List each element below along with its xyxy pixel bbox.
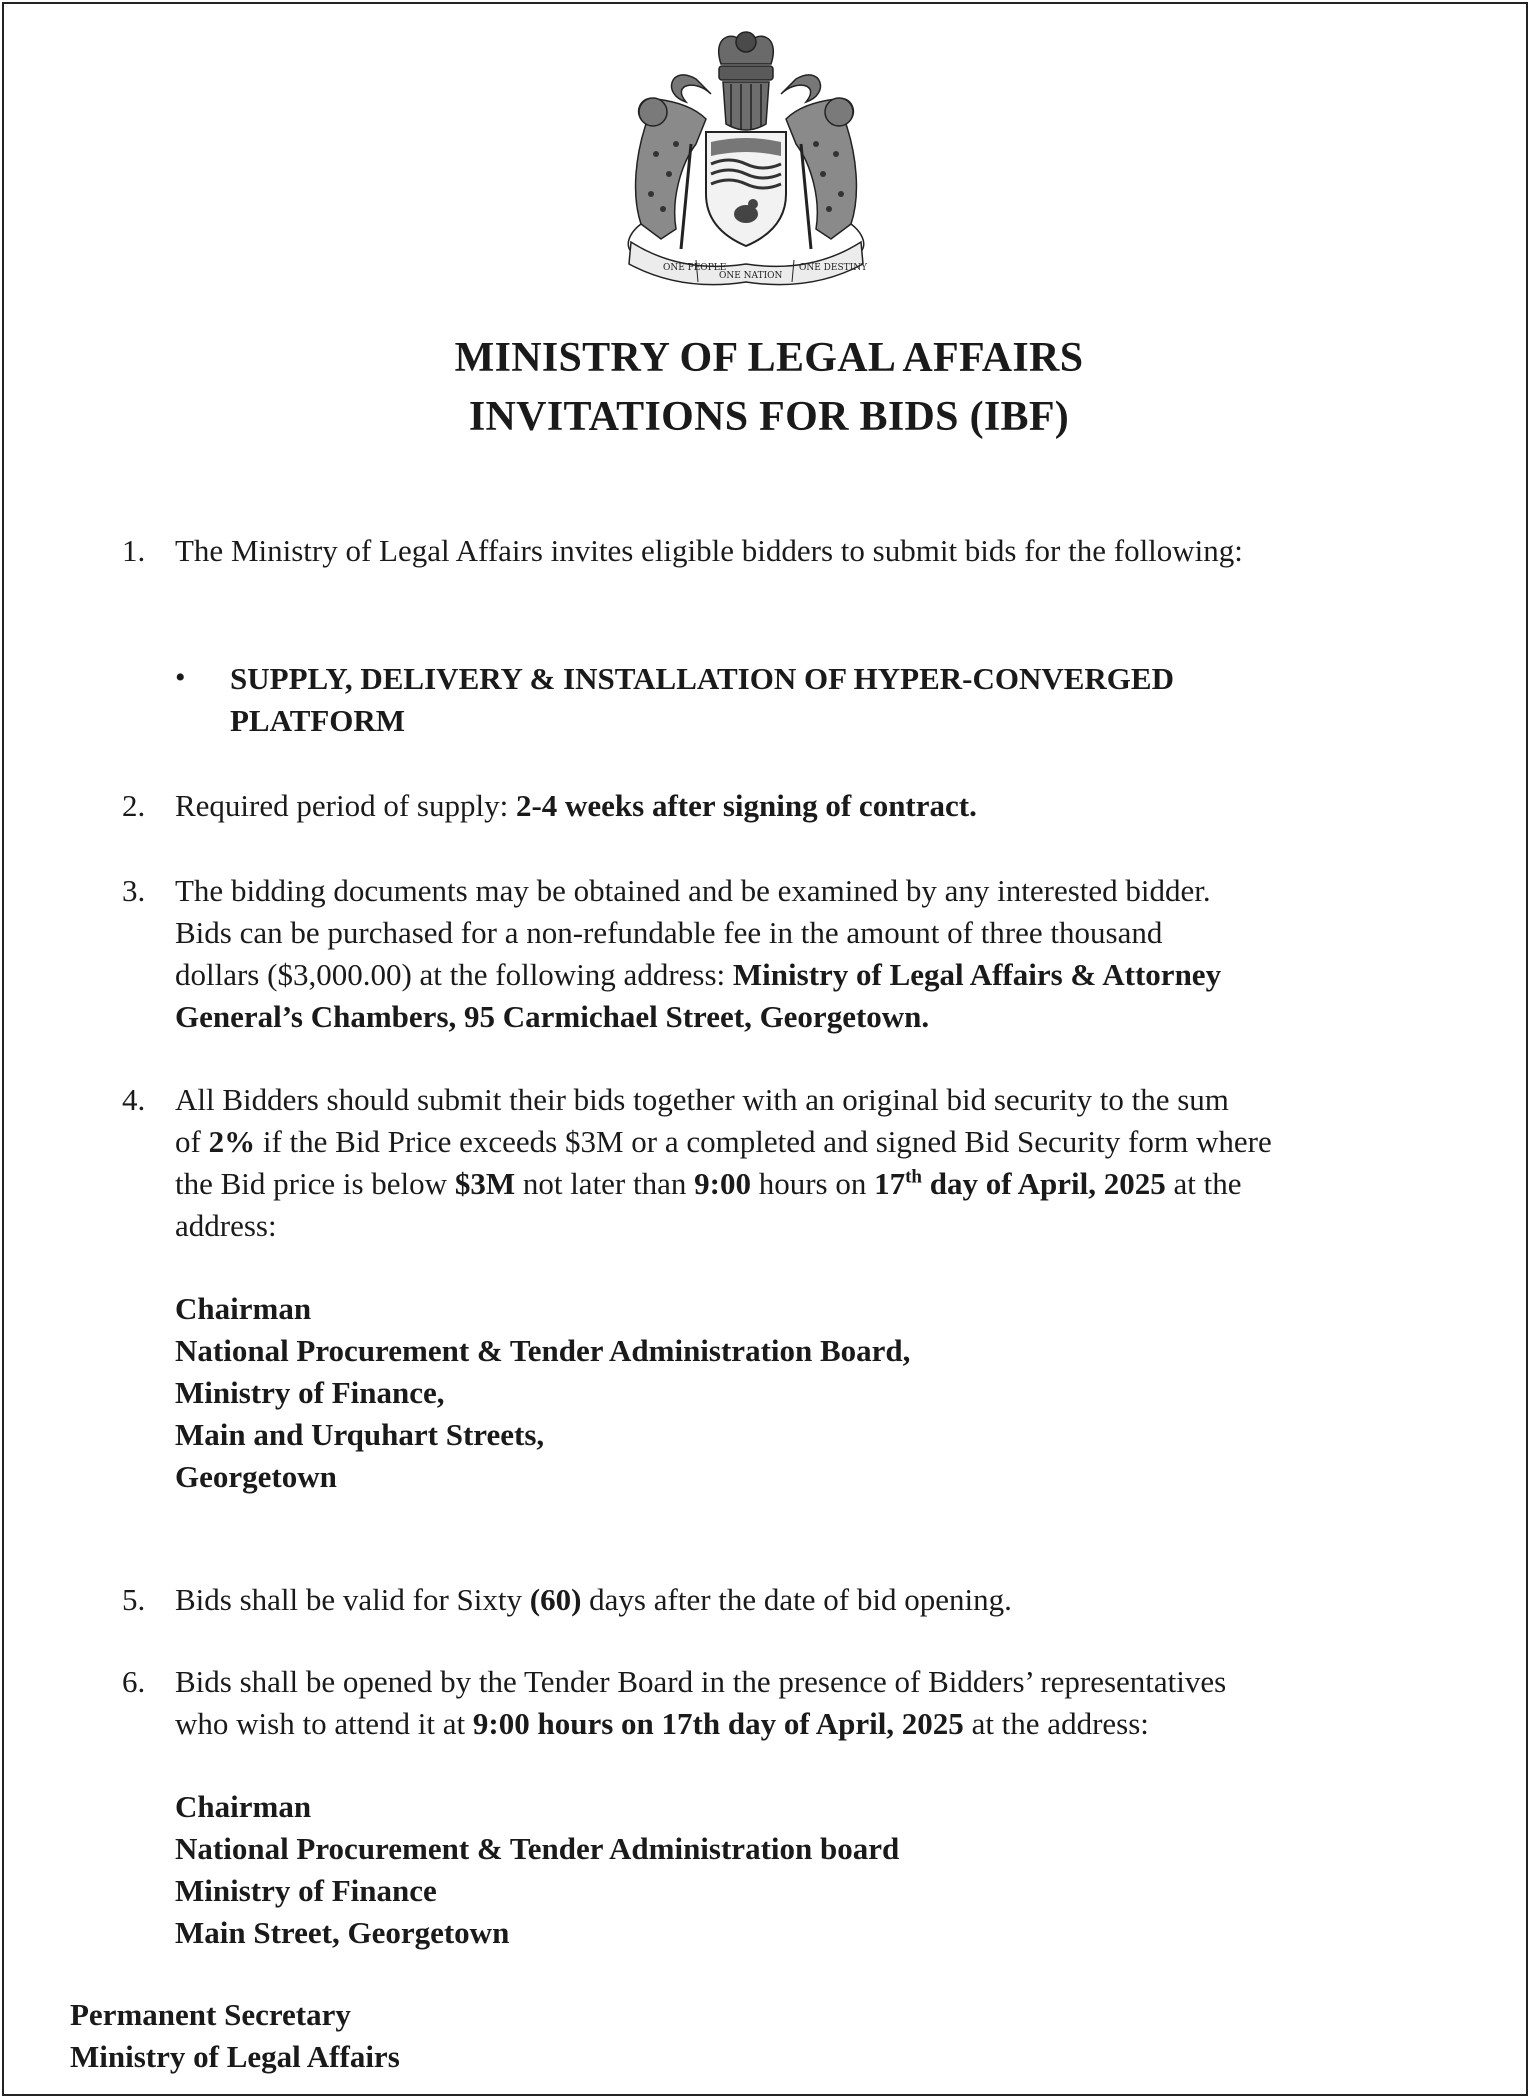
coat-of-arms-emblem xyxy=(601,24,891,294)
item-6-datetime: 9:00 hours on 17th day of April, 2025 xyxy=(472,1706,964,1741)
title-line-2: INVITATIONS FOR BIDS (IBF) xyxy=(468,394,1070,440)
item-1-text: The Ministry of Legal Affairs invites eligible bidders to submit bids for the following: xyxy=(175,533,1243,568)
item-4-l3-e: hours on xyxy=(750,1166,875,1201)
item-3-line-1: The bidding documents may be obtained and be examined by any interested bidder. xyxy=(175,873,1211,908)
bullet-icon: • xyxy=(175,661,186,694)
item-3-line-3 xyxy=(175,954,1221,996)
item-6-l2-c: at the address: xyxy=(963,1706,1149,1741)
item-5-number: 5. xyxy=(122,1582,146,1617)
notice-page xyxy=(2,2,1528,2096)
item-4-l3-h: at the xyxy=(1165,1166,1242,1201)
item-4-day: 17 xyxy=(874,1166,906,1201)
item-1-bullet-line-1: SUPPLY, DELIVERY & INSTALLATION OF HYPER-CONVERGED xyxy=(230,661,1174,696)
address-line: Ministry of Finance, xyxy=(175,1375,445,1410)
title-line-1: MINISTRY OF LEGAL AFFAIRS xyxy=(454,335,1084,381)
item-2-text xyxy=(175,785,977,827)
item-1-bullet-line-2: PLATFORM xyxy=(230,703,406,738)
item-4-address-block xyxy=(175,1288,910,1498)
item-6-l2-a: who wish to attend it at xyxy=(175,1706,473,1741)
item-6-address-block xyxy=(175,1786,899,1954)
item-6-line-2 xyxy=(175,1703,1149,1745)
item-4-line-2 xyxy=(175,1121,1272,1163)
item-2-label: Required period of supply: xyxy=(175,788,516,823)
item-4-number: 4. xyxy=(122,1082,146,1117)
item-3-number: 3. xyxy=(122,873,146,908)
item-5-text xyxy=(175,1579,1012,1621)
item-5-c: days after the date of bid opening. xyxy=(581,1582,1012,1617)
item-4-line-1: All Bidders should submit their bids together with an original bid security to the sum xyxy=(175,1082,1229,1117)
address-line: National Procurement & Tender Administration board xyxy=(175,1831,900,1866)
item-4-line-4: address: xyxy=(175,1208,277,1243)
item-6-number: 6. xyxy=(122,1664,146,1699)
item-4-day-suffix: th xyxy=(905,1166,923,1188)
signature-ministry: Ministry of Legal Affairs xyxy=(70,2039,400,2074)
motto-right: ONE DESTINY xyxy=(799,263,868,273)
address-line: Main Street, Georgetown xyxy=(175,1915,510,1950)
address-line: Chairman xyxy=(175,1789,312,1824)
item-5-a: Bids shall be valid for Sixty xyxy=(175,1582,530,1617)
address-line: Georgetown xyxy=(175,1459,337,1494)
item-3-line-4: General’s Chambers, 95 Carmichael Street, Georgetown. xyxy=(175,999,930,1034)
address-line: Main and Urquhart Streets, xyxy=(175,1417,545,1452)
item-4-l2-c: if the Bid Price exceeds $3M or a completed and signed Bid Security form where xyxy=(255,1124,1272,1159)
address-line: National Procurement & Tender Administration Board, xyxy=(175,1333,911,1368)
item-4-time: 9:00 xyxy=(694,1166,751,1201)
item-3-line-2: Bids can be purchased for a non-refundable fee in the amount of three thousand xyxy=(175,915,1163,950)
item-3-fee-text: dollars ($3,000.00) at the following address: xyxy=(175,957,733,992)
item-4-line-3 xyxy=(175,1163,1241,1205)
item-1-number: 1. xyxy=(122,533,146,568)
item-5-days: (60) xyxy=(529,1582,582,1617)
address-line: Ministry of Finance xyxy=(175,1873,437,1908)
motto-left: ONE PEOPLE xyxy=(663,263,727,273)
item-4-l2-a: of xyxy=(175,1124,209,1159)
item-3-address-start: Ministry of Legal Affairs & Attorney xyxy=(732,957,1222,992)
item-4-date: day of April, 2025 xyxy=(922,1166,1166,1201)
item-4-threshold: $3M xyxy=(454,1166,516,1201)
item-2-number: 2. xyxy=(122,788,146,823)
item-4-percent: 2% xyxy=(208,1124,256,1159)
item-2-period: 2-4 weeks after signing of contract. xyxy=(515,788,977,823)
item-6-line-1: Bids shall be opened by the Tender Board in the presence of Bidders’ representatives xyxy=(175,1664,1227,1699)
address-line: Chairman xyxy=(175,1291,312,1326)
signature-title: Permanent Secretary xyxy=(70,1997,351,2032)
item-4-l3-a: the Bid price is below xyxy=(175,1166,455,1201)
item-4-l3-c: not later than xyxy=(515,1166,695,1201)
motto-center: ONE NATION xyxy=(719,271,783,281)
